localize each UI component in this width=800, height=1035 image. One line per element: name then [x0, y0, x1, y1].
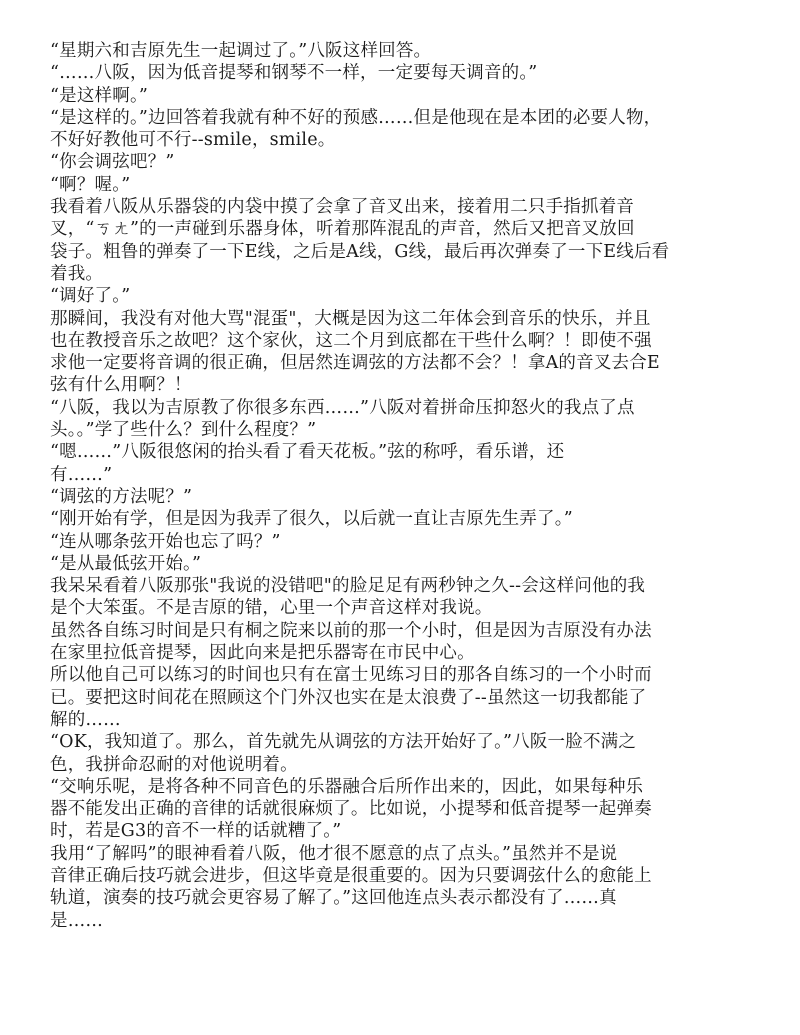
text-line: 已。要把这时间花在照顾这个门外汉也实在是太浪费了--虽然这一切我都能了	[50, 687, 647, 708]
text-line: 我看着八阪从乐器袋的内袋中摸了会拿了音叉出来，接着用二只手指抓着音	[50, 197, 635, 218]
text-line: “调好了。”	[50, 286, 131, 307]
text-line: “交响乐呢，是将各种不同音色的乐器融合后所作出来的，因此，如果每种乐	[50, 776, 644, 797]
text-line: 袋子。粗鲁的弹奏了一下E线，之后是A线，G线，最后再次弹奏了一下E线后看	[50, 241, 670, 262]
text-line: 虽然各自练习时间是只有桐之院来以前的那一个小时，但是因为吉原没有办法	[50, 620, 652, 641]
text-line: “刚开始有学，但是因为我弄了很久，以后就一直让吉原先生弄了。”	[50, 509, 573, 530]
text-line: “是从最低弦开始。”	[50, 553, 202, 574]
text-line: “……八阪，因为低音提琴和钢琴不一样，一定要每天调音的。”	[50, 63, 538, 84]
text-line: 器不能发出正确的音律的话就很麻烦了。比如说，小提琴和低音提琴一起弹奏	[50, 799, 652, 820]
text-line: 音律正确后技巧就会进步，但这毕竟是很重要的。因为只要调弦什么的愈能上	[50, 865, 652, 886]
text-line: “星期六和吉原先生一起调过了。”八阪这样回答。	[50, 41, 432, 61]
text-line: 色，我拼命忍耐的对他说明着。	[50, 754, 298, 775]
text-line: “连从哪条弦开始也忘了吗？”	[50, 531, 281, 552]
text-line: “是这样啊。”	[50, 85, 149, 106]
text-line: 我呆呆看着八阪那张"我说的没错吧"的脸足足有两秒钟之久--会这样问他的我	[50, 576, 646, 597]
text-line: 那瞬间，我没有对他大骂"混蛋"，大概是因为这二年体会到音乐的快乐，并且	[50, 308, 651, 329]
text-line: 弦有什么用啊？！	[50, 375, 192, 396]
text-line: “调弦的方法呢？”	[50, 486, 193, 507]
text-line: 不好好教他可不行--smile，smile。	[50, 130, 336, 151]
text-line: 时，若是G3的音不一样的话就糟了。”	[50, 821, 342, 842]
text-line: “OK，我知道了。那么，首先就先从调弦的方法开始好了。”八阪一脸不满之	[50, 732, 637, 753]
text-line: 是个大笨蛋。不是吉原的错，心里一个声音这样对我说。	[50, 598, 493, 619]
text-line: 轨道，演奏的技巧就会更容易了解了。”这回他连点头表示都没有了……真	[50, 888, 617, 909]
text-line: 所以他自己可以练习的时间也只有在富士见练习日的那各自练习的一个小时而	[50, 665, 652, 686]
text-line: 着我。	[50, 263, 104, 284]
text-line: “你会调弦吧？”	[50, 152, 175, 173]
text-line: “是这样的。”边回答着我就有种不好的预感……但是他现在是本团的必要人物，	[50, 107, 662, 128]
text-line: 有……”	[50, 464, 113, 485]
text-line: 解的……	[50, 709, 121, 730]
text-line: 叉，“ㄎㄤ”的一声碰到乐器身体，听着那阵混乱的声音，然后又把音叉放回	[50, 219, 635, 240]
text-line: 是……	[50, 910, 104, 931]
text-line: 也在教授音乐之故吧？这个家伙，这二个月到底都在干些什么啊？！即使不强	[50, 330, 652, 351]
text-line: 在家里拉低音提琴，因此向来是把乐器寄在市民中心。	[50, 643, 475, 664]
text-line: 头。。”学了些什么？到什么程度？”	[50, 420, 317, 441]
text-line: “啊？喔。”	[50, 174, 131, 195]
text-line: “八阪，我以为吉原教了你很多东西……”八阪对着拼命压抑怒火的我点了点	[50, 397, 635, 418]
document-body	[50, 40, 760, 932]
text-line: 我用“了解吗”的眼神看着八阪，他才很不愿意的点了点头。”虽然并不是说	[50, 843, 618, 864]
text-line: “嗯……”八阪很悠闲的抬头看了看天花板。”弦的称呼，看乐谱，还	[50, 442, 565, 463]
text-line: 求他一定要将音调的很正确，但居然连调弦的方法都不会？！拿A的音叉去合E	[50, 353, 660, 374]
